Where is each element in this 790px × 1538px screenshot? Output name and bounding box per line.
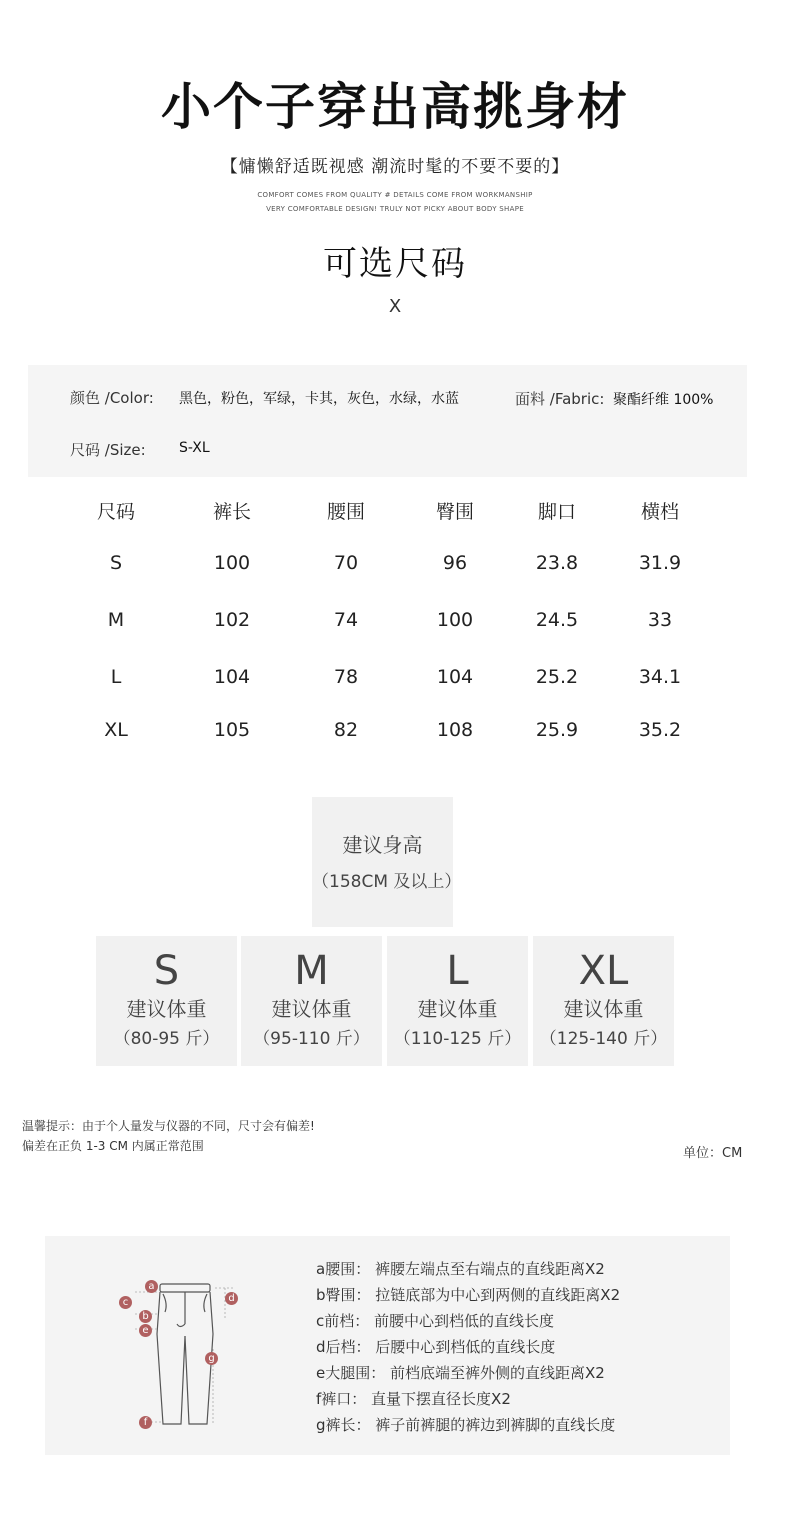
diagram-marker-f: f xyxy=(139,1416,152,1429)
unit-label: 单位：CM xyxy=(683,1146,743,1161)
recommended-height-label: 建议身高 xyxy=(342,833,423,857)
diagram-marker-g: g xyxy=(205,1352,218,1365)
diagram-marker-e: e xyxy=(139,1324,152,1337)
table-cell: 78 xyxy=(333,666,359,688)
table-cell: 31.9 xyxy=(638,552,682,574)
available-sizes-value: X xyxy=(388,296,402,317)
table-cell: 105 xyxy=(213,719,251,741)
table-cell: 108 xyxy=(436,719,474,741)
tip-line-2: 偏差在正负 1-3 CM 内属正常范围 xyxy=(22,1139,204,1153)
weight-card-size: M xyxy=(294,948,329,994)
measurement-guide-box xyxy=(45,1236,730,1455)
size-value: S-XL xyxy=(179,440,210,456)
weight-card-range: （110-125 斤） xyxy=(393,1029,522,1049)
hero-english-line-1: COMFORT COMES FROM QUALITY # DETAILS COME FROM WORKMANSHIP xyxy=(257,191,533,199)
table-cell: XL xyxy=(104,719,128,741)
table-header-cell: 裤长 xyxy=(212,501,251,523)
table-cell: 34.1 xyxy=(638,666,682,688)
table-header-cell: 尺码 xyxy=(96,501,135,523)
hero-english-line-2: VERY COMFORTABLE DESIGN! TRULY NOT PICKY ABOUT BODY SHAPE xyxy=(266,205,524,213)
weight-card-label: 建议体重 xyxy=(126,997,207,1021)
available-sizes-title: 可选尺码 xyxy=(323,244,467,284)
table-cell: 96 xyxy=(442,552,468,574)
fabric-value: 聚酯纤维 100% xyxy=(613,392,714,408)
table-header-cell: 腰围 xyxy=(326,501,365,523)
table-cell: 102 xyxy=(213,609,251,631)
diagram-marker-b: b xyxy=(139,1310,152,1323)
color-label: 颜色 /Color: xyxy=(70,389,154,407)
weight-card-range: （95-110 斤） xyxy=(253,1029,370,1049)
table-cell: S xyxy=(109,552,123,574)
weight-card-label: 建议体重 xyxy=(563,997,644,1021)
fabric-label: 面料 /Fabric: xyxy=(515,390,605,408)
weight-card-size: XL xyxy=(578,948,629,994)
tip-line-1: 温馨提示：由于个人量发与仪器的不同，尺寸会有偏差! xyxy=(22,1119,315,1133)
legend-item-d: d后档： 后腰中心到档低的直线长度 xyxy=(316,1338,556,1356)
weight-card-s xyxy=(96,936,237,1066)
diagram-marker-c: c xyxy=(119,1296,132,1309)
recommended-height-value: （158CM 及以上） xyxy=(312,872,462,892)
weight-card-m xyxy=(241,936,382,1066)
table-cell: 25.9 xyxy=(535,719,579,741)
legend-item-a: a腰围： 裤腰左端点至右端点的直线距离X2 xyxy=(316,1260,605,1278)
table-cell: 100 xyxy=(436,609,474,631)
weight-card-label: 建议体重 xyxy=(417,997,498,1021)
diagram-marker-a: a xyxy=(145,1280,158,1293)
table-cell: M xyxy=(107,609,125,631)
hero-title: 小个子穿出高挑身材 xyxy=(161,78,629,136)
legend-item-e: e大腿围： 前档底端至裤外侧的直线距离X2 xyxy=(316,1364,605,1382)
table-header-cell: 臀围 xyxy=(435,501,474,523)
weight-card-range: （80-95 斤） xyxy=(113,1029,220,1049)
weight-card-size: L xyxy=(446,948,469,994)
table-cell: L xyxy=(110,666,122,688)
size-chart-table xyxy=(0,0,790,760)
table-cell: 100 xyxy=(213,552,251,574)
table-cell: 70 xyxy=(333,552,359,574)
legend-item-g: g裤长： 裤子前裤腿的裤边到裤脚的直线长度 xyxy=(316,1416,616,1434)
color-value: 黑色，粉色，军绿，卡其，灰色，水绿，水蓝 xyxy=(179,391,459,407)
table-cell: 24.5 xyxy=(535,609,579,631)
table-header-cell: 横档 xyxy=(640,501,679,523)
table-cell: 104 xyxy=(213,666,251,688)
legend-item-f: f裤口： 直量下摆直径长度X2 xyxy=(316,1390,511,1408)
recommended-height-box xyxy=(312,797,462,927)
table-cell: 23.8 xyxy=(535,552,579,574)
table-cell: 104 xyxy=(436,666,474,688)
weight-card-l xyxy=(387,936,528,1066)
table-cell: 74 xyxy=(333,609,359,631)
diagram-marker-d: d xyxy=(225,1292,238,1305)
weight-card-xl xyxy=(533,936,674,1066)
hero-subtitle: 【慵懒舒适既视感 潮流时髦的不要不要的】 xyxy=(220,157,570,177)
weight-card-label: 建议体重 xyxy=(271,997,352,1021)
table-cell: 82 xyxy=(333,719,359,741)
table-cell: 35.2 xyxy=(638,719,682,741)
table-header-cell: 脚口 xyxy=(537,501,576,523)
table-cell: 33 xyxy=(647,609,673,631)
legend-item-b: b臀围： 拉链底部为中心到两侧的直线距离X2 xyxy=(316,1286,621,1304)
legend-item-c: c前档： 前腰中心到档低的直线长度 xyxy=(316,1312,555,1330)
weight-card-range: （125-140 斤） xyxy=(539,1029,668,1049)
table-cell: 25.2 xyxy=(535,666,579,688)
size-label: 尺码 /Size: xyxy=(70,441,146,459)
weight-card-size: S xyxy=(153,948,180,994)
